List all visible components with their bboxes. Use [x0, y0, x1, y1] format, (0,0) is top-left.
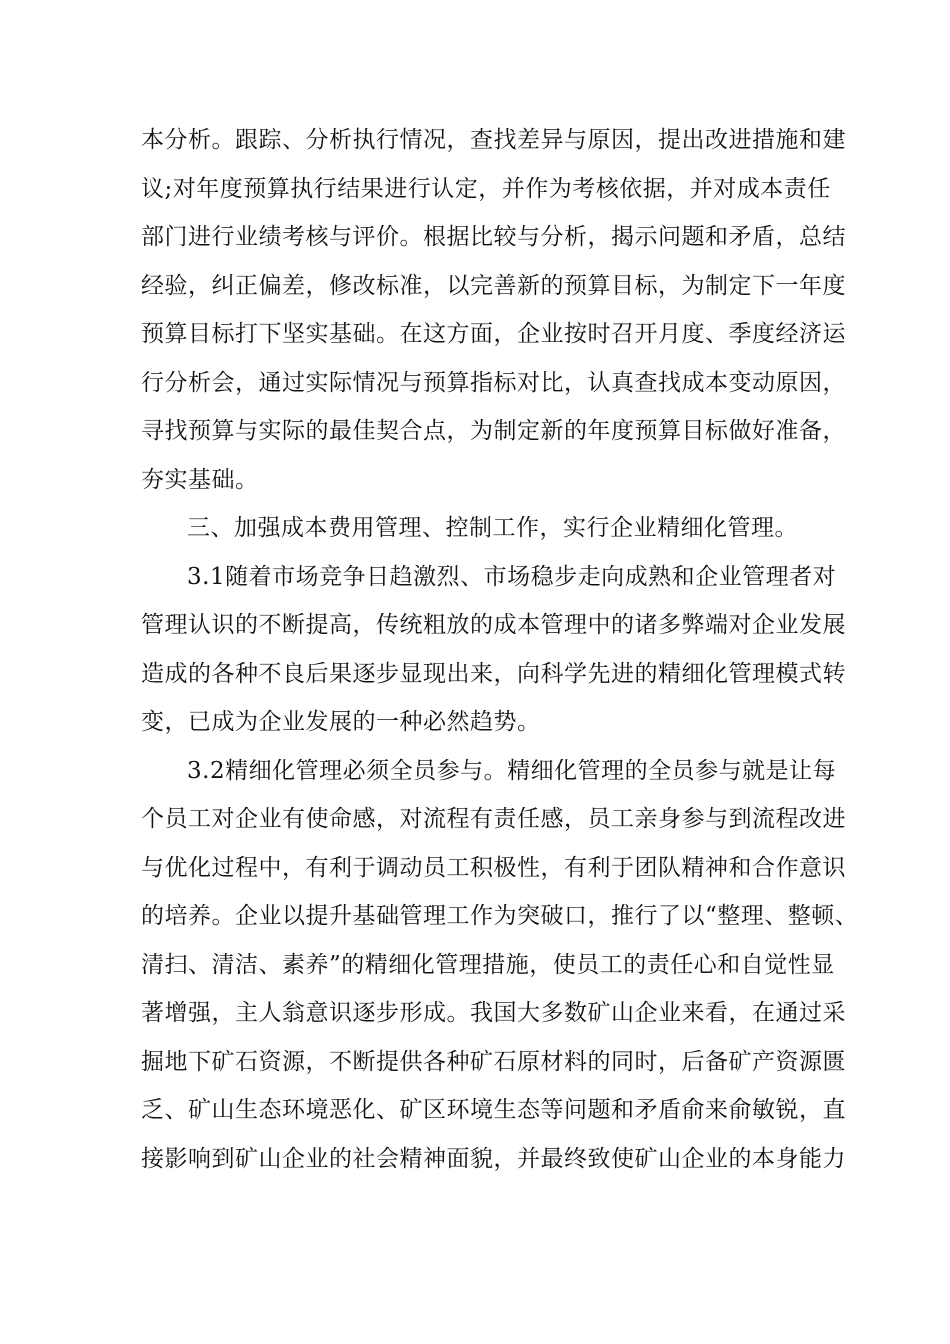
text-line: 接影响到矿山企业的社会精神面貌，并最终致使矿山企业的本身能力: [141, 1145, 846, 1172]
text-line: 著增强，主人翁意识逐步形成。我国大多数矿山企业来看，在通过采: [141, 1000, 846, 1026]
text-line: 3.2精细化管理必须全员参与。精细化管理的全员参与就是让每: [187, 757, 837, 784]
text-line: 清扫、清洁、素养”的精细化管理措施，使员工的责任心和自觉性显: [141, 951, 835, 978]
text-line: 经验，纠正偏差，修改标准，以完善新的预算目标，为制定下一年度: [141, 272, 846, 299]
text-line: 预算目标打下坚实基础。在这方面，企业按时召开月度、季度经济运: [141, 321, 846, 347]
text-line: 部门进行业绩考核与评价。根据比较与分析，揭示问题和矛盾，总结: [141, 224, 846, 250]
text-line: 管理认识的不断提高，传统粗放的成本管理中的诸多弊端对企业发展: [141, 612, 846, 638]
text-line: 乏、矿山生态环境恶化、矿区环境生态等问题和矛盾俞来俞敏锐，直: [141, 1097, 846, 1123]
text-line: 议;对年度预算执行结果进行认定，并作为考核依据，并对成本责任: [141, 175, 831, 202]
text-line: 本分析。跟踪、分析执行情况，查找差异与原因，提出改进措施和建: [141, 127, 846, 153]
text-line: 个员工对企业有使命感，对流程有责任感，员工亲身参与到流程改进: [141, 806, 846, 832]
text-line: 夯实基础。: [141, 466, 259, 493]
text-line: 寻找预算与实际的最佳契合点，为制定新的年度预算目标做好准备，: [141, 418, 846, 444]
text-line: 行分析会，通过实际情况与预算指标对比，认真查找成本变动原因，: [141, 369, 846, 396]
text-line: 变，已成为企业发展的一种必然趋势。: [141, 709, 541, 735]
text-line: 3.1随着市场竞争日趋激烈、市场稳步走向成熟和企业管理者对: [187, 563, 837, 590]
text-line: 与优化过程中，有利于调动员工积极性，有利于团队精神和合作意识: [141, 854, 846, 881]
document-body: [141, 120, 859, 1187]
text-line: 的培养。企业以提升基础管理工作为突破口，推行了以“整理、整顿、: [141, 903, 859, 929]
text-line: 掘地下矿石资源，不断提供各种矿石原材料的同时，后备矿产资源匮: [141, 1048, 846, 1075]
text-line: 造成的各种不良后果逐步显现出来，向科学先进的精细化管理模式转: [141, 660, 846, 687]
text-line: 三、加强成本费用管理、控制工作，实行企业精细化管理。: [187, 515, 798, 541]
